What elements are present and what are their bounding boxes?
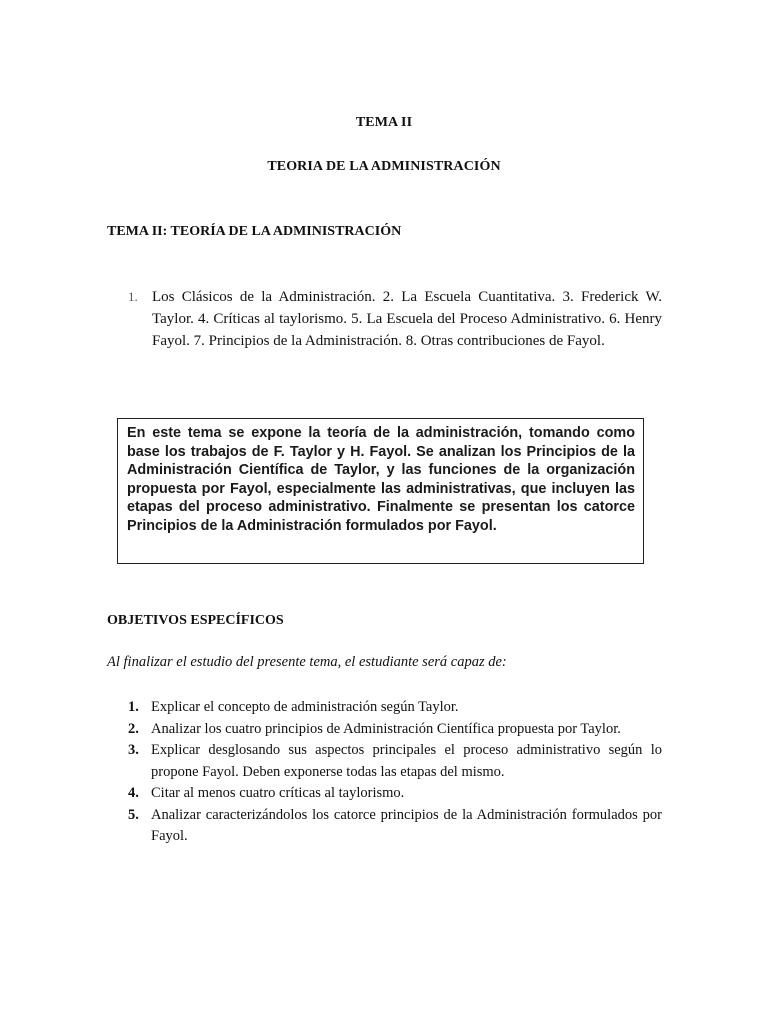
list-item-number: 5. [128,806,139,823]
document-title: TEORIA DE LA ADMINISTRACIÓN [267,159,501,174]
summary-box [117,418,644,564]
list-item-number: 2. [128,720,139,737]
section-heading: TEMA II: TEORÍA DE LA ADMINISTRACIÓN [107,224,402,239]
contents-list [128,286,662,352]
contents-text: Los Clásicos de la Administración. 2. La Escuela Cuantitativa. 3. Frederick W. Taylor. 4. Críticas al taylorismo. 5. La Escuela del Proceso Administrativo. 6. Henry Fayol. 7. Principios de la Administración. 8. Otras contribuciones de Fayol. [152,289,662,349]
objectives-list [128,697,662,848]
contents-number: 1. [128,289,138,304]
list-item-text: Explicar el concepto de administración según Taylor. [151,699,459,715]
tema-label: TEMA II [355,115,413,130]
list-item-number: 1. [128,699,139,715]
list-item [128,805,662,848]
list-item-text: Explicar desglosando sus aspectos principales el proceso administrativo según lo propone Fayol. Deben exponerse todas las etapas del mismo. [151,742,662,780]
list-item-text: Analizar caracterizándolos los catorce principios de la Administración formulados por Fayol. [151,806,662,844]
objectives-intro: Al finalizar el estudio del presente tema, el estudiante será capaz de: [107,654,507,670]
list-item-text: Citar al menos cuatro críticas al taylorismo. [151,785,405,801]
list-item [128,719,662,741]
list-item [128,783,662,805]
list-item-number: 4. [128,785,139,801]
summary-text: En este tema se expone la teoría de la administración, tomando como base los trabajos de F. Taylor y H. Fayol. Se analizan los Principios de la Administración Científica de Taylor, y las funciones de la organización propuesta por Fayol, especialmente las administrativas, que incluyen las etapas del proceso administrativo. Finalmente se presentan los catorce Principios de la Administración formulados por Fayol. [127,425,635,534]
list-item-number: 3. [128,742,139,758]
list-item [128,697,662,719]
objectives-heading: OBJETIVOS ESPECÍFICOS [107,613,284,628]
list-item-text: Analizar los cuatro principios de Administración Científica propuesta por Taylor. [151,720,621,737]
list-item [128,740,662,783]
